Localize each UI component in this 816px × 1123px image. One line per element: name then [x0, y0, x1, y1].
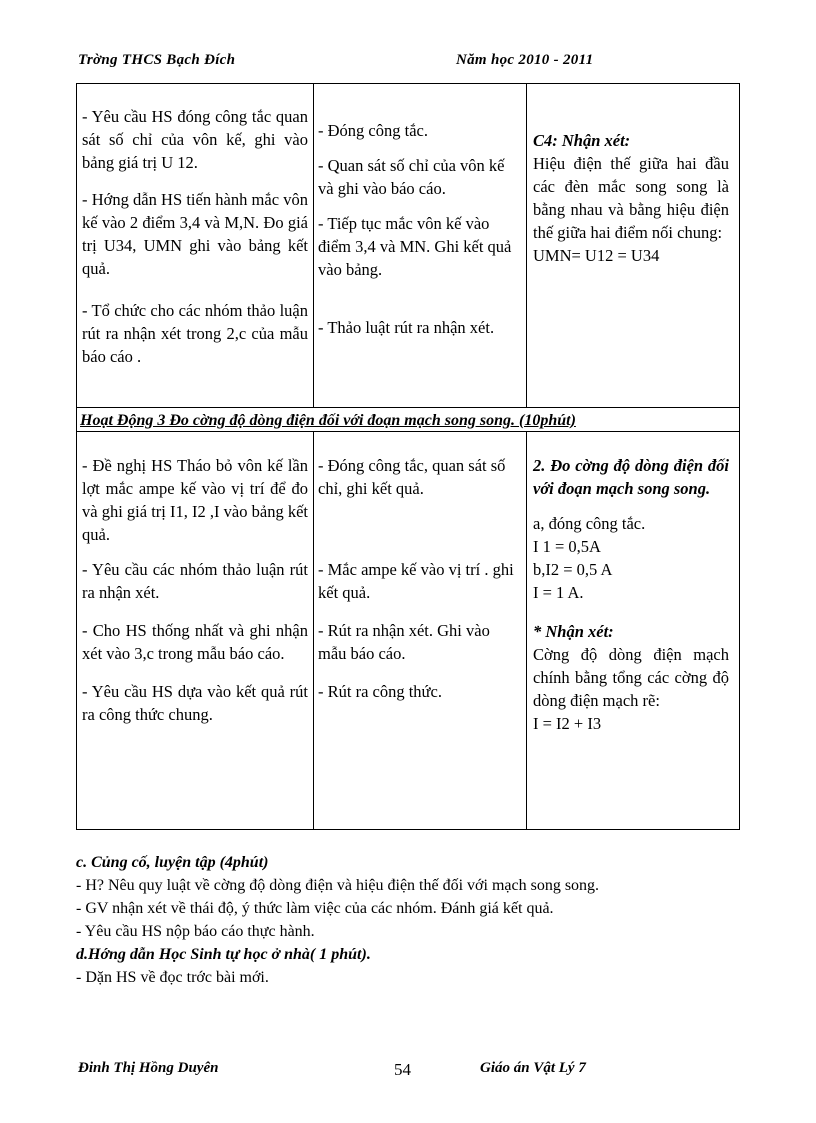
- content-cell: [533, 454, 729, 735]
- activity-3-title: Hoạt Động 3 Đo cờng độ dòng điện đối với đoạn mạch song song. (10phút): [80, 412, 576, 429]
- section-c: [76, 851, 599, 989]
- row-divider: [76, 431, 740, 432]
- student-activity-cell: [318, 119, 522, 339]
- column-divider: [526, 431, 527, 830]
- current-formula: I = I2 + I3: [533, 714, 602, 733]
- step-a: a, đóng công tắc.: [533, 514, 646, 533]
- table-left-border: [76, 83, 77, 830]
- current-i: I = 1 A.: [533, 583, 584, 602]
- table-bottom-border: [76, 829, 740, 830]
- remark-text: Cờng độ dòng điện mạch chính bằng tổng các cờng độ dòng điện mạch rẽ:: [533, 645, 729, 710]
- student-step: - Quan sát số chỉ của vôn kế và ghi vào báo cáo.: [318, 156, 505, 198]
- teacher-activity-cell: [82, 105, 308, 368]
- student-step: - Đóng công tắc, quan sát số chỉ, ghi kết quả.: [318, 456, 506, 498]
- section-c-line: - Yêu cầu HS nộp báo cáo thực hành.: [76, 923, 315, 940]
- header-year: Năm học 2010 - 2011: [456, 52, 594, 68]
- row-divider: [76, 407, 740, 408]
- table-right-border: [739, 83, 740, 830]
- column-divider: [526, 83, 527, 408]
- current-i2: b,I2 = 0,5 A: [533, 560, 613, 579]
- teacher-step: - Tổ chức cho các nhóm thảo luận rút ra nhận xét trong 2,c của mẫu báo cáo .: [82, 301, 308, 366]
- table-top-border: [76, 83, 740, 84]
- voltage-formula: UMN= U12 = U34: [533, 246, 660, 265]
- teacher-step: - Yêu cầu HS dựa vào kết quả rút ra công thức chung.: [82, 682, 308, 724]
- header-school: Trờng THCS Bạch Đích: [78, 52, 236, 68]
- footer-title: Giáo án Vật Lý 7: [480, 1060, 586, 1076]
- page-number: 54: [394, 1060, 411, 1079]
- section-2-heading: 2. Đo cờng độ dòng điện đối với đoạn mạch song song.: [533, 456, 729, 498]
- student-step: - Thảo luật rút ra nhận xét.: [318, 318, 495, 337]
- section-c-title: c. Củng cố, luyện tập (4phút): [76, 854, 269, 871]
- section-c-line: - GV nhận xét về thái độ, ý thức làm việc của các nhóm. Đánh giá kết quả.: [76, 900, 554, 917]
- teacher-step: - Đề nghị HS Tháo bỏ vôn kế lần lợt mắc ampe kế vào vị trí để đo và ghi giá trị I1, I2 ,I vào bảng kết quả.: [82, 456, 308, 544]
- student-step: - Mắc ampe kế vào vị trí . ghi kết quả.: [318, 560, 514, 602]
- teacher-step: - Hớng dẫn HS tiến hành mắc vôn kế vào 2 điểm 3,4 và M,N. Đo giá trị U34, UMN ghi vào bảng kết quả.: [82, 190, 308, 278]
- section-d-title: d.Hớng dẫn Học Sinh tự học ở nhà( 1 phút).: [76, 946, 371, 963]
- remark-text: Hiệu điện thế giữa hai đầu các đèn mắc song song là bằng nhau và bằng hiệu điện thế giữa hai điểm nối chung:: [533, 154, 729, 242]
- column-divider: [313, 83, 314, 408]
- remark-heading: * Nhận xét:: [533, 622, 614, 641]
- content-cell: [533, 129, 729, 267]
- column-divider: [313, 431, 314, 830]
- teacher-activity-cell: [82, 454, 308, 726]
- student-step: - Đóng công tắc.: [318, 121, 428, 140]
- student-step: - Tiếp tục mắc vôn kế vào điểm 3,4 và MN. Ghi kết quả vào bảng.: [318, 214, 512, 279]
- section-c-line: - H? Nêu quy luật về cờng độ dòng điện và hiệu điện thế đối với mạch song song.: [76, 877, 600, 894]
- remark-heading: C4: Nhận xét:: [533, 131, 631, 150]
- student-activity-cell: [318, 454, 522, 703]
- student-step: - Rút ra nhận xét. Ghi vào mẫu báo cáo.: [318, 621, 490, 663]
- teacher-step: - Cho HS thống nhất và ghi nhận xét vào 3,c trong mẫu báo cáo.: [82, 621, 308, 663]
- section-d-line: - Dặn HS về đọc trớc bài mới.: [76, 969, 269, 986]
- teacher-step: - Yêu cầu HS đóng công tắc quan sát số chỉ của vôn kế, ghi vào bảng giá trị U 12.: [82, 107, 308, 172]
- student-step: - Rút ra công thức.: [318, 682, 442, 701]
- teacher-step: - Yêu cầu các nhóm thảo luận rút ra nhận xét.: [82, 560, 308, 602]
- current-i1: I 1 = 0,5A: [533, 537, 601, 556]
- footer-author: Đinh Thị Hồng Duyên: [78, 1060, 219, 1076]
